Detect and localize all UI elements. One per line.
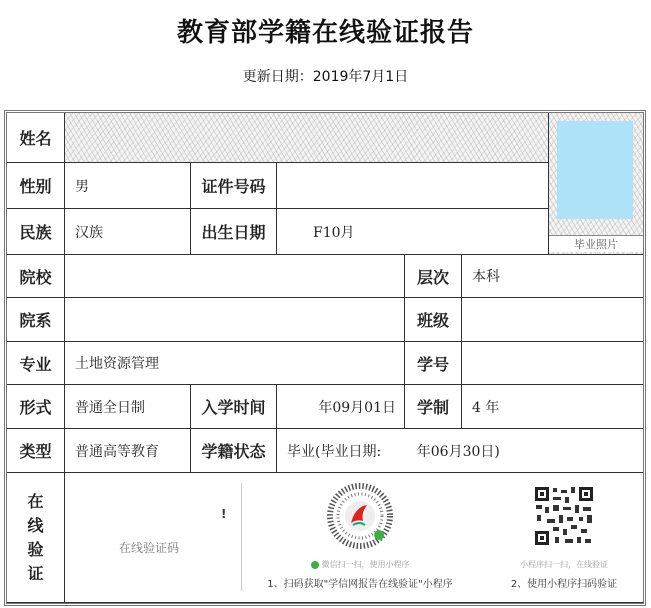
status-value: 毕业(毕业日期: 年06月30日) xyxy=(277,429,643,473)
name-label: 姓名 xyxy=(7,113,65,163)
qr1-step: 1、扫码获取"学信网报告在线验证"小程序 xyxy=(267,579,453,590)
type-label: 类型 xyxy=(7,429,65,473)
verify-label-char: 在 xyxy=(27,491,44,511)
qr2-hint: 小程序扫一扫，在线验证 xyxy=(520,560,608,569)
graduation-photo xyxy=(557,121,633,219)
verify-label-char: 证 xyxy=(27,563,44,583)
photo-cell xyxy=(549,113,643,255)
verify-label-char: 线 xyxy=(27,515,44,535)
name-value xyxy=(65,113,549,163)
qr2-step: 2、使用小程序扫码验证 xyxy=(510,579,618,590)
gender-label: 性别 xyxy=(7,163,65,209)
school-label: 院校 xyxy=(7,255,65,298)
type-value: 普通高等教育 xyxy=(65,429,191,473)
birth-label: 出生日期 xyxy=(191,209,277,255)
school-value xyxy=(65,255,405,298)
verify-label-char: 验 xyxy=(27,539,44,559)
verify-area xyxy=(65,473,643,603)
student-no-value xyxy=(462,342,643,385)
report-table xyxy=(4,110,646,606)
enroll-value: 年09月01日 xyxy=(277,385,405,429)
photo-caption: 毕业照片 xyxy=(549,235,643,252)
class-value xyxy=(462,298,643,342)
duration-label: 学制 xyxy=(405,385,462,429)
qr1-hint xyxy=(285,559,435,570)
student-no-label: 学号 xyxy=(405,342,462,385)
form-label: 形式 xyxy=(7,385,65,429)
wechat-icon xyxy=(311,561,319,569)
id-value xyxy=(277,163,549,209)
level-value: 本科 xyxy=(462,255,643,298)
update-date: 更新日期：2019年7月1日 xyxy=(242,69,409,85)
class-label: 班级 xyxy=(405,298,462,342)
ethnicity-label: 民族 xyxy=(7,209,65,255)
duration-value: 4 年 xyxy=(462,385,643,429)
department-label: 院系 xyxy=(7,298,65,342)
qr1-hint-text: 微信扫一扫，使用小程序 xyxy=(321,560,410,569)
major-value: 土地资源管理 xyxy=(65,342,405,385)
ethnicity-value: 汉族 xyxy=(65,209,191,255)
id-label: 证件号码 xyxy=(191,163,277,209)
verify-code-mark: ! xyxy=(221,507,227,521)
major-label: 专业 xyxy=(7,342,65,385)
birth-value: F10月 xyxy=(277,209,549,255)
divider xyxy=(241,483,242,591)
form-value: 普通全日制 xyxy=(65,385,191,429)
level-label: 层次 xyxy=(405,255,462,298)
enroll-label: 入学时间 xyxy=(191,385,277,429)
qr-code-icon xyxy=(533,485,595,547)
verify-label xyxy=(7,473,65,603)
gender-value: 男 xyxy=(65,163,191,209)
mini-program-code-icon xyxy=(327,483,393,549)
status-label: 学籍状态 xyxy=(191,429,277,473)
department-value xyxy=(65,298,405,342)
verify-code-label: 在线验证码 xyxy=(119,541,180,555)
report-title: 教育部学籍在线验证报告 xyxy=(176,18,474,48)
